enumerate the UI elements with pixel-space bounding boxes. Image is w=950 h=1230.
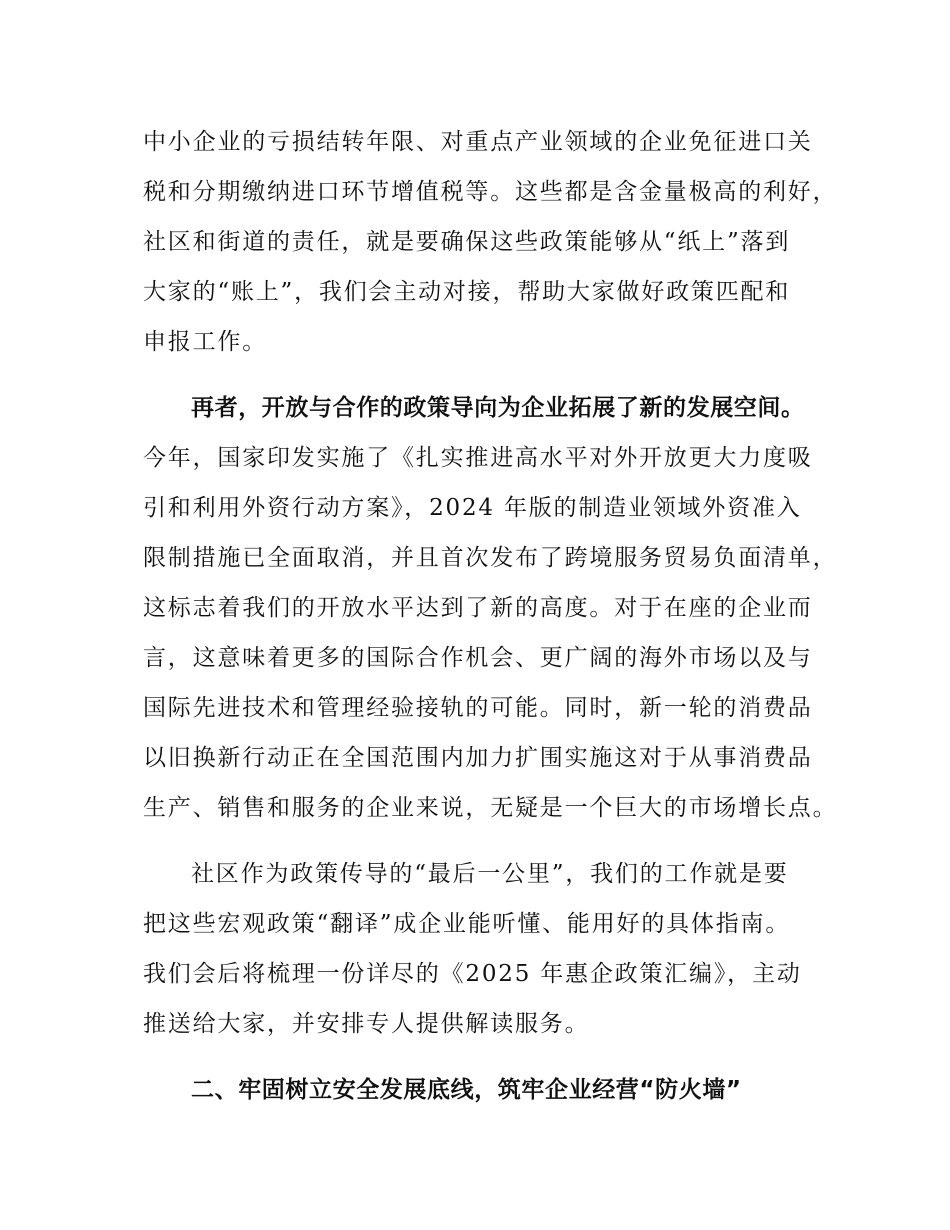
paragraph-2-line-3: 限制措施已全面取消，并且首次发布了跨境服务贸易负面清单， xyxy=(143,545,838,571)
paragraph-1-line-3: 社区和街道的责任，就是要确保这些政策能够从“纸上”落到 xyxy=(143,229,791,255)
paragraph-3-line-1: 社区作为政策传导的“最后一公里”，我们的工作就是要 xyxy=(191,861,789,887)
paragraph-2-line-6: 国际先进技术和管理经验接轨的可能。同时，新一轮的消费品 xyxy=(143,695,813,721)
paragraph-2-line-1: 今年，国家印发实施了《扎实推进高水平对外开放更大力度吸 xyxy=(143,445,813,471)
paragraph-1-line-5: 申报工作。 xyxy=(143,329,267,355)
paragraph-2-line-4: 这标志着我们的开放水平达到了新的高度。对于在座的企业而 xyxy=(143,595,813,621)
paragraph-1-line-1: 中小企业的亏损结转年限、对重点产业领域的企业免征进口关 xyxy=(143,129,813,155)
section-heading: 二、牢固树立安全发展底线，筑牢企业经营“防火墙” xyxy=(191,1077,742,1103)
paragraph-2-line-8: 生产、销售和服务的企业来说，无疑是一个巨大的市场增长点。 xyxy=(143,795,838,821)
paragraph-2-line-7: 以旧换新行动正在全国范围内加力扩围实施这对于从事消费品 xyxy=(143,745,813,771)
paragraph-2-line-5: 言，这意味着更多的国际合作机会、更广阔的海外市场以及与 xyxy=(143,645,813,671)
paragraph-3-line-3: 我们会后将梳理一份详尽的《2025 年惠企政策汇编》，主动 xyxy=(143,961,802,987)
paragraph-3-line-2: 把这些宏观政策“翻译”成企业能听懂、能用好的具体指南。 xyxy=(143,911,791,937)
paragraph-2-line-2: 引和利用外资行动方案》，2024 年版的制造业领域外资准入 xyxy=(143,495,802,521)
paragraph-2-lead: 再者，开放与合作的政策导向为企业拓展了新的发展空间。 xyxy=(191,395,805,421)
paragraph-1-line-2: 税和分期缴纳进口环节增值税等。这些都是含金量极高的利好， xyxy=(143,179,838,205)
paragraph-3-line-4: 推送给大家，并安排专人提供解读服务。 xyxy=(143,1011,590,1037)
paragraph-1-line-4: 大家的“账上”，我们会主动对接，帮助大家做好政策匹配和 xyxy=(143,279,791,305)
